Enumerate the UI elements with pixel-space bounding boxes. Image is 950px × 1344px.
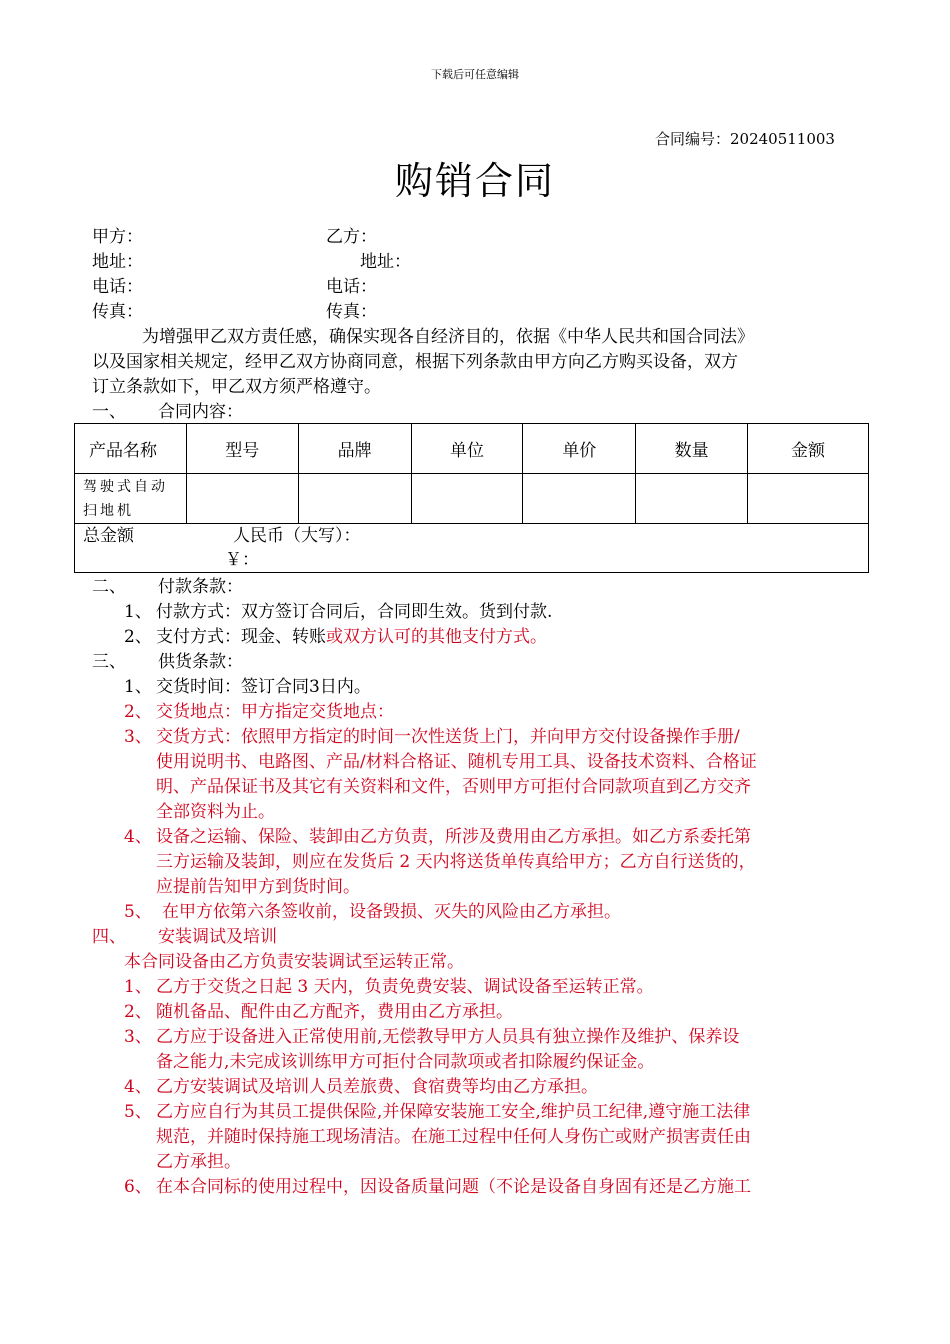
section-1-title: 合同内容： [158, 402, 243, 422]
contract-number: 合同编号：20240511003 [655, 130, 835, 148]
item-number: 5、 [124, 1102, 152, 1122]
item-text: 在甲方依第六条签收前，设备毁损、灭失的风险由乙方承担。 [162, 902, 621, 922]
party-a-phone: 电话： [92, 277, 143, 297]
party-b-phone: 电话： [326, 277, 377, 297]
item-number: 2、 [124, 1002, 152, 1022]
list-item [124, 1175, 864, 1200]
total-yen-label: ￥： [225, 550, 259, 570]
item-text: 随机备品、配件由乙方配齐，费用由乙方承担。 [156, 1002, 513, 1022]
total-row [75, 524, 869, 573]
party-b-fax: 传真： [326, 302, 377, 322]
item-text-line: 备之能力,未完成该训练甲方可拒付合同款项或者扣除履约保证金。 [156, 1052, 655, 1072]
item-text: 乙方于交货之日起 3 天内，负责免费安装、调试设备至运转正常。 [156, 977, 654, 997]
total-rmb-label: 人民币（大写）： [233, 526, 361, 546]
item-number: 1、 [124, 677, 152, 697]
col-header-unit-price: 单价 [523, 424, 636, 474]
product-name-line-1: 驾驶式自动 [83, 478, 168, 495]
item-number: 4、 [124, 1077, 152, 1097]
party-b-address: 地址： [360, 252, 411, 272]
brand-cell [298, 474, 411, 524]
col-header-quantity: 数量 [636, 424, 748, 474]
item-text-line: 乙方应自行为其员工提供保险,并保障安装施工安全,维护员工纪律,遵守施工法律 [156, 1102, 751, 1122]
item-text-line: 使用说明书、电路图、产品/材料合格证、随机专用工具、设备技术资料、合格证 [156, 752, 757, 772]
table-header-row [75, 424, 869, 474]
item-number: 2、 [124, 627, 152, 647]
item-number: 5、 [124, 902, 152, 922]
item-number: 6、 [124, 1177, 152, 1197]
list-item [124, 1075, 864, 1100]
total-label: 总金额 [83, 526, 134, 546]
item-text-line: 明、产品保证书及其它有关资料和文件，否则甲方可拒付合同款项直到乙方交齐 [156, 777, 751, 797]
intro-line-1: 为增强甲乙双方责任感，确保实现各自经济目的，依据《中华人民共和国合同法》 [142, 327, 754, 347]
contract-items-table [74, 423, 869, 573]
party-a-address: 地址： [92, 252, 143, 272]
section-2-number: 二、 [92, 577, 126, 597]
list-item [124, 1025, 864, 1075]
list-item [124, 900, 864, 925]
list-item [124, 675, 864, 700]
product-name-cell [75, 474, 187, 524]
item-text-line: 应提前告知甲方到货时间。 [156, 877, 360, 897]
party-a-fax: 传真： [92, 302, 143, 322]
list-item [124, 725, 864, 825]
item-text: 在本合同标的使用过程中，因设备质量问题（不论是设备自身固有还是乙方施工 [156, 1177, 751, 1197]
page-title: 购销合同 [394, 159, 555, 203]
col-header-product: 产品名称 [75, 424, 187, 474]
product-name-line-2: 扫地机 [83, 502, 134, 519]
item-text-line: 规范，并随时保持施工现场清洁。在施工过程中任何人身伤亡或财产损害责任由 [156, 1127, 751, 1147]
model-cell [186, 474, 298, 524]
section-4-intro: 本合同设备由乙方负责安装调试至运转正常。 [124, 952, 464, 972]
col-header-unit: 单位 [411, 424, 523, 474]
quantity-cell [636, 474, 748, 524]
list-item [124, 1000, 864, 1025]
intro-line-2: 以及国家相关规定，经甲乙双方协商同意，根据下列条款由甲方向乙方购买设备，双方 [92, 352, 738, 372]
item-number: 3、 [124, 1027, 152, 1047]
intro-line-3: 订立条款如下，甲乙双方须严格遵守。 [92, 377, 381, 397]
section-3-title: 供货条款： [158, 652, 243, 672]
item-text: 乙方安装调试及培训人员差旅费、食宿费等均由乙方承担。 [156, 1077, 598, 1097]
item-text: 交货时间：签订合同3日内。 [156, 677, 371, 697]
list-item [124, 1100, 864, 1175]
section-1-number: 一、 [92, 402, 126, 422]
total-cell [75, 524, 869, 573]
col-header-model: 型号 [186, 424, 298, 474]
item-text-red: 或双方认可的其他支付方式。 [326, 627, 547, 647]
item-text-line: 乙方应于设备进入正常使用前,无偿教导甲方人员具有独立操作及维护、保养设 [156, 1027, 740, 1047]
col-header-amount: 金额 [748, 424, 869, 474]
list-item [124, 600, 864, 625]
list-item [124, 825, 864, 900]
item-text: 付款方式：双方签订合同后，合同即生效。货到付款. [156, 602, 553, 622]
item-text: 交货地点：甲方指定交货地点： [156, 702, 394, 722]
party-b-label: 乙方： [326, 227, 377, 247]
table-row [75, 474, 869, 524]
section-4-number: 四、 [92, 927, 126, 947]
item-number: 1、 [124, 977, 152, 997]
amount-cell [748, 474, 869, 524]
list-item [124, 975, 864, 1000]
section-2-title: 付款条款： [158, 577, 243, 597]
item-text-line: 三方运输及装卸，则应在发货后 2 天内将送货单传真给甲方；乙方自行送货的， [156, 852, 756, 872]
item-text [156, 625, 864, 650]
item-number: 3、 [124, 727, 152, 747]
unit-cell [411, 474, 523, 524]
item-text-line: 全部资料为止。 [156, 802, 275, 822]
unit-price-cell [523, 474, 636, 524]
list-item [124, 625, 864, 650]
party-a-label: 甲方： [92, 227, 143, 247]
col-header-brand: 品牌 [298, 424, 411, 474]
header-note: 下载后可任意编辑 [431, 68, 519, 81]
list-item [124, 700, 864, 725]
section-4-title: 安装调试及培训 [158, 927, 277, 947]
item-number: 1、 [124, 602, 152, 622]
item-text-line: 乙方承担。 [156, 1152, 241, 1172]
item-text-line: 设备之运输、保险、装卸由乙方负责，所涉及费用由乙方承担。如乙方系委托第 [156, 827, 751, 847]
item-text-line: 交货方式：依照甲方指定的时间一次性送货上门，并向甲方交付设备操作手册/ [156, 727, 740, 747]
item-number: 2、 [124, 702, 152, 722]
item-number: 4、 [124, 827, 152, 847]
item-text-black: 支付方式：现金、转账 [156, 627, 326, 647]
section-3-number: 三、 [92, 652, 126, 672]
